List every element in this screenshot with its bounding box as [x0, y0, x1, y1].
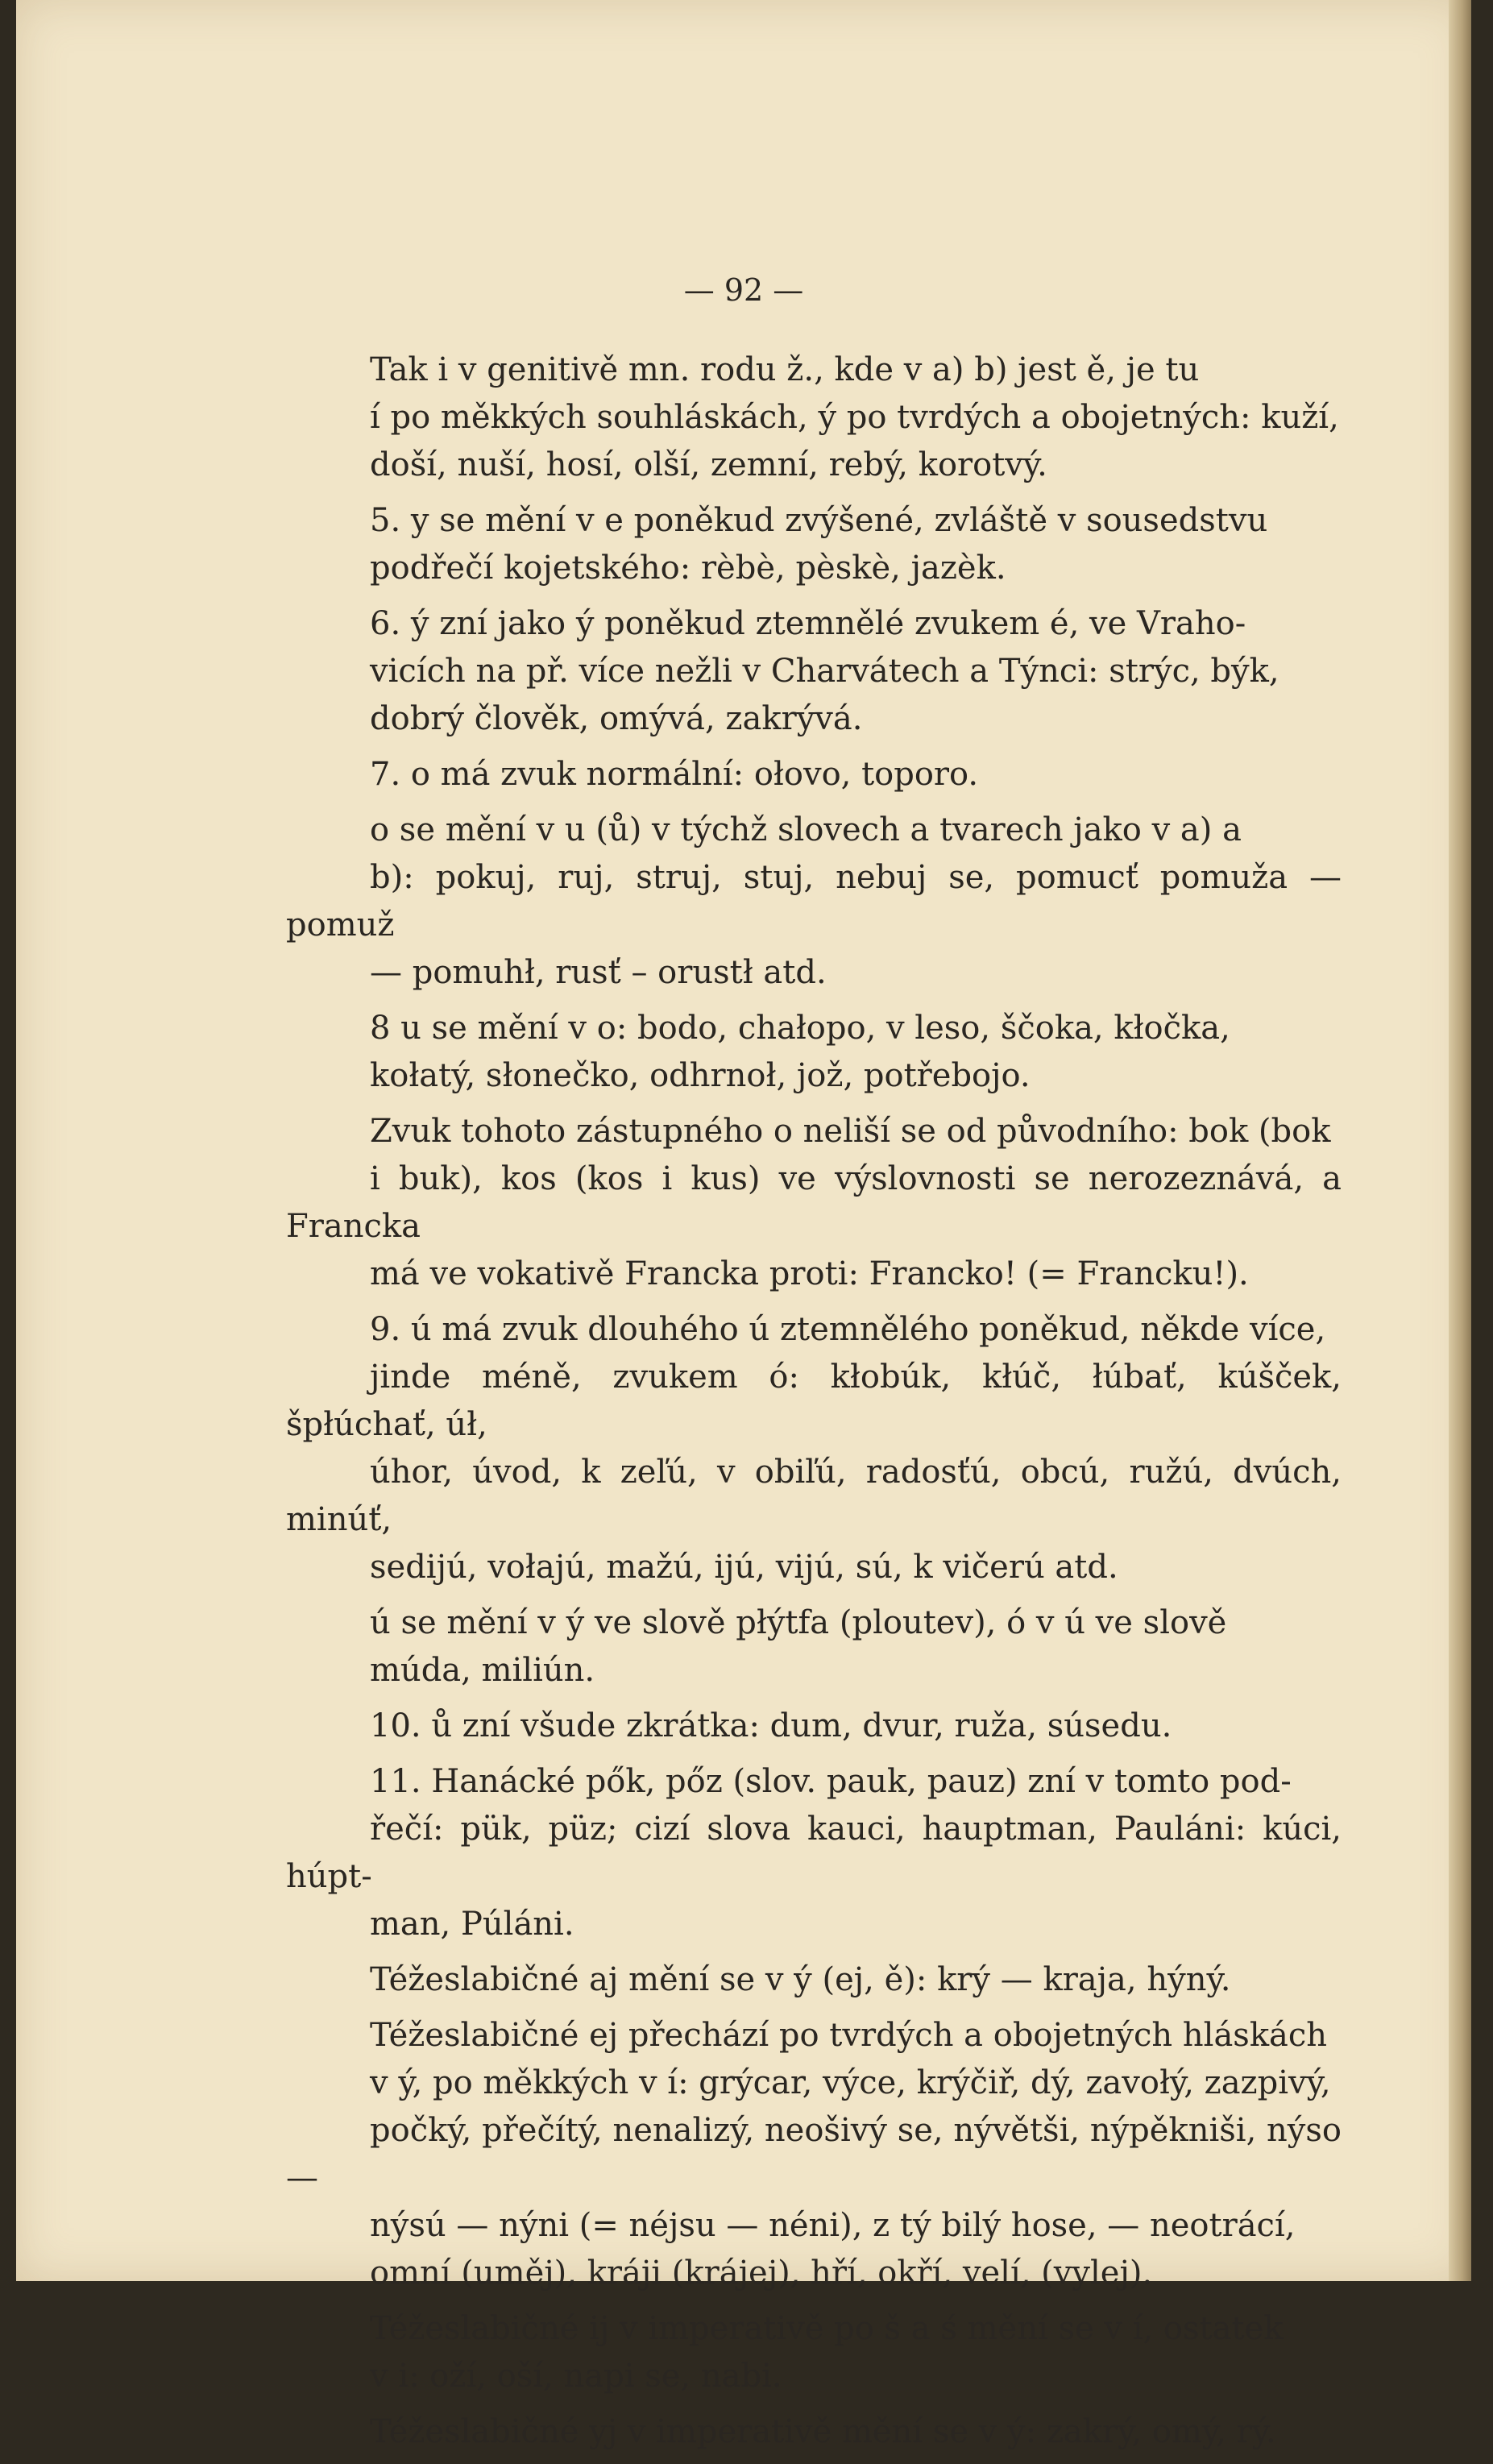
page-number: — 92 — — [683, 272, 804, 308]
paragraph-6 — [286, 600, 1342, 743]
text-line: dobrý člověk, omývá, zakrývá. — [370, 700, 863, 737]
text-line: 8 u se mění v o: bodo, chałopo, v leso, ščoka, kłočka, — [370, 1010, 1230, 1047]
text-line: úhor, úvod, k zeľú, v obiľú, radosťú, obcú, ružú, dvúch, minúť, — [286, 1454, 1342, 1538]
text-line: múda, miliún. — [370, 1652, 595, 1689]
paragraph-yj — [286, 2408, 1342, 2456]
paragraph-11 — [286, 1758, 1342, 1948]
text-line: počký, přečítý, nenalizý, neošivý se, nývětši, nýpěkniši, nýso — — [286, 2112, 1342, 2196]
text-line: 11. Hanácké pők, pőz (slov. pauk, pauz) zní v tomto pod- — [370, 1763, 1292, 1800]
text-line: nýsú — nýni (= néjsu — néni), z tý bilý hose, — neotrácí, — [370, 2207, 1296, 2244]
text-line: v i: oží, oší, napi se, nabi. — [370, 2358, 782, 2395]
paragraph-aj — [286, 1956, 1342, 2004]
text-line: Téžeslabičné ij v imperativě po š a ś mění se v í, ostatek — [370, 2310, 1284, 2347]
text-line: Téžeslabičné yj v imperativě mění se v ý: zakrý, omý, rý. — [370, 2413, 1276, 2450]
paragraph-genitive — [286, 346, 1342, 489]
paragraph-zvuk — [286, 1108, 1342, 1298]
text-line: sedijú, vołajú, mažú, ijú, vijú, sú, k vičerú atd. — [370, 1549, 1118, 1586]
text-line: 10. ů zní všude zkrátka: dum, dvur, ruža, súsedu. — [370, 1707, 1172, 1744]
text-line: podřečí kojetského: rèbè, pèskè, jazèk. — [370, 550, 1006, 587]
text-line: o se mění v u (ů) v týchž slovech a tvarech jako v a) a — [370, 811, 1242, 848]
paragraph-8 — [286, 1005, 1342, 1100]
text-line: řečí: pük, püz; cizí slova kauci, hauptman, Pauláni: kúci, húpt- — [286, 1811, 1342, 1895]
paragraph-u-to-y — [286, 1599, 1342, 1695]
paragraph-7 — [286, 751, 1342, 799]
text-line: Tak i v genitivě mn. rodu ž., kde v a) b) jest ě, je tu — [370, 351, 1200, 388]
paragraph-ej — [286, 2012, 1342, 2297]
text-line: vicích na př. více nežli v Charvátech a Týnci: strýc, býk, — [370, 653, 1279, 690]
text-line: — pomuhł, rusť – orustł atd. — [370, 954, 827, 991]
text-line: kołatý, słonečko, odhrnoł, jož, potřebojo. — [370, 1057, 1031, 1094]
paragraph-o-to-u — [286, 807, 1342, 997]
text-line: i buk), kos (kos i kus) ve výslovnosti se nerozeznává, a Francka — [286, 1160, 1342, 1245]
text-line: doší, nuší, hosí, olší, zemní, rebý, korotvý. — [370, 446, 1047, 483]
paragraph-5 — [286, 497, 1342, 592]
text-line: 6. ý zní jako ý poněkud ztemnělé zvukem é, ve Vraho- — [370, 605, 1246, 642]
text-line: Zvuk tohoto zástupného o neliší se od původního: bok (bok — [370, 1113, 1331, 1150]
text-line: b): pokuj, ruj, struj, stuj, nebuj se, pomucť pomuža — pomuž — [286, 859, 1342, 944]
text-line: omní (uměj), kráji (krájej), hří, okří, velí, (vylej). — [370, 2255, 1153, 2292]
text-line: Téžeslabičné ej přechází po tvrdých a obojetných hláskách — [370, 2017, 1328, 2054]
paragraph-10 — [286, 1703, 1342, 1750]
text-line: man, Púláni. — [370, 1906, 574, 1943]
text-line: v ý, po měkkých v í: grýcar, výce, krýčiř, dý, zavołý, zazpivý, — [370, 2064, 1331, 2101]
text-line: í po měkkých souhláskách, ý po tvrdých a obojetných: kuží, — [370, 399, 1339, 436]
text-line: 7. o má zvuk normální: ołovo, toporo. — [370, 756, 979, 793]
book-page — [16, 0, 1471, 2450]
paragraph-9 — [286, 1306, 1342, 1591]
page-spine-edge — [1449, 0, 1471, 2281]
text-line: 9. ú má zvuk dlouhého ú ztemnělého poněkud, někde více, — [370, 1311, 1326, 1348]
text-line: 5. y se mění v e poněkud zvýšené, zvláště v sousedstvu — [370, 502, 1268, 539]
text-line: má ve vokativě Francka proti: Francko! (= Francku!). — [370, 1255, 1249, 1292]
text-line: ú se mění v ý ve slově płýtfa (ploutev), ó v ú ve slově — [370, 1604, 1227, 1641]
paragraph-ij — [286, 2305, 1342, 2400]
text-line: Téžeslabičné aj mění se v ý (ej, ě): krý — kraja, hýný. — [370, 1961, 1231, 1998]
body-text — [286, 346, 1342, 2464]
text-line: jinde méně, zvukem ó: kłobúk, kłúč, łúbať, kúšček, špłúchať, úł, — [286, 1359, 1342, 1443]
